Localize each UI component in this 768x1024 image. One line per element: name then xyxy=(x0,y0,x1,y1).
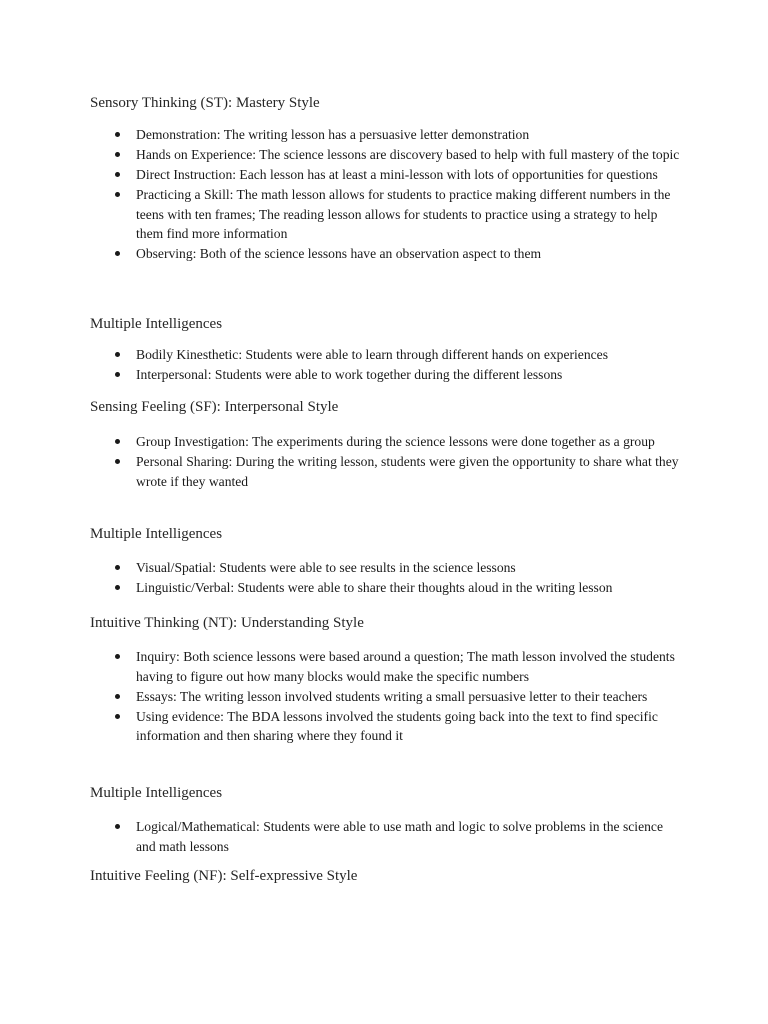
section-heading: Multiple Intelligences xyxy=(90,785,223,801)
list-item-text: Logical/Mathematical: Students were able to use math and logic to solve problems in the science and math lessons xyxy=(136,819,663,854)
list-item-text: Personal Sharing: During the writing lesson, students were given the opportunity to share what they wrote if they wanted xyxy=(136,453,679,489)
bullet-icon xyxy=(115,694,120,699)
bullet-icon xyxy=(115,372,120,377)
list-item-text: Demonstration: The writing lesson has a persuasive letter demonstration xyxy=(136,127,530,142)
list-item-text: Practicing a Skill: The math lesson allows for students to practice making different numbers in the teens with ten frames; The reading lesson allows for students to practice using a strategy to help them find more information xyxy=(136,186,671,242)
list-item xyxy=(0,452,681,491)
list-item-text: Direct Instruction: Each lesson has at least a mini-lesson with lots of opportunities for questions xyxy=(136,166,658,182)
bullet-list xyxy=(0,647,681,746)
list-item xyxy=(0,244,681,264)
bullet-list xyxy=(0,125,681,264)
bullet-icon xyxy=(115,565,120,570)
list-item xyxy=(0,145,681,165)
bullet-list xyxy=(0,432,681,492)
bullet-icon xyxy=(115,192,120,197)
list-item xyxy=(0,185,681,244)
bullet-icon xyxy=(115,132,120,137)
section-heading: Multiple Intelligences xyxy=(90,316,223,332)
bullet-icon xyxy=(115,654,120,659)
bullet-icon xyxy=(115,439,120,444)
list-item xyxy=(0,432,681,452)
list-item xyxy=(0,817,681,856)
section-heading: Multiple Intelligences xyxy=(90,526,223,542)
list-item xyxy=(0,125,681,145)
bullet-list xyxy=(0,345,681,385)
list-item xyxy=(0,365,681,385)
bullet-list xyxy=(0,817,681,857)
section-heading: Intuitive Feeling (NF): Self-expressive Style xyxy=(90,868,358,884)
bullet-icon xyxy=(115,352,120,357)
list-item-text: Linguistic/Verbal: Students were able to share their thoughts aloud in the writing lesson xyxy=(136,579,613,595)
section-heading: Sensory Thinking (ST): Mastery Style xyxy=(90,95,320,111)
list-item xyxy=(0,578,681,598)
section-heading: Sensing Feeling (SF): Interpersonal Style xyxy=(90,399,339,415)
list-item-text: Visual/Spatial: Students were able to see results in the science lessons xyxy=(136,560,516,575)
list-item xyxy=(0,558,681,578)
list-item xyxy=(0,687,681,707)
section-heading: Intuitive Thinking (NT): Understanding Style xyxy=(90,615,364,631)
list-item-text: Bodily Kinesthetic: Students were able to learn through different hands on experiences xyxy=(136,347,608,362)
list-item xyxy=(0,707,681,746)
bullet-icon xyxy=(115,152,120,157)
list-item-text: Group Investigation: The experiments during the science lessons were done together as a group xyxy=(136,434,655,449)
bullet-icon xyxy=(115,585,120,590)
list-item-text: Essays: The writing lesson involved students writing a small persuasive letter to their teachers xyxy=(136,688,648,704)
bullet-icon xyxy=(115,172,120,177)
bullet-list xyxy=(0,558,681,598)
list-item-text: Interpersonal: Students were able to work together during the different lessons xyxy=(136,366,563,382)
bullet-icon xyxy=(115,251,120,256)
list-item-text: Using evidence: The BDA lessons involved the students going back into the text to find specific information and then sharing where they found it xyxy=(136,708,658,744)
bullet-icon xyxy=(115,459,120,464)
list-item xyxy=(0,647,681,686)
list-item-text: Observing: Both of the science lessons have an observation aspect to them xyxy=(136,246,542,262)
bullet-icon xyxy=(115,714,120,719)
bullet-icon xyxy=(115,824,120,829)
list-item xyxy=(0,345,681,365)
list-item-text: Inquiry: Both science lessons were based around a question; The math lesson involved the students having to figure out how many blocks would make the specific numbers xyxy=(136,649,675,684)
list-item xyxy=(0,165,681,185)
list-item-text: Hands on Experience: The science lessons are discovery based to help with full mastery of the topic xyxy=(136,146,680,162)
